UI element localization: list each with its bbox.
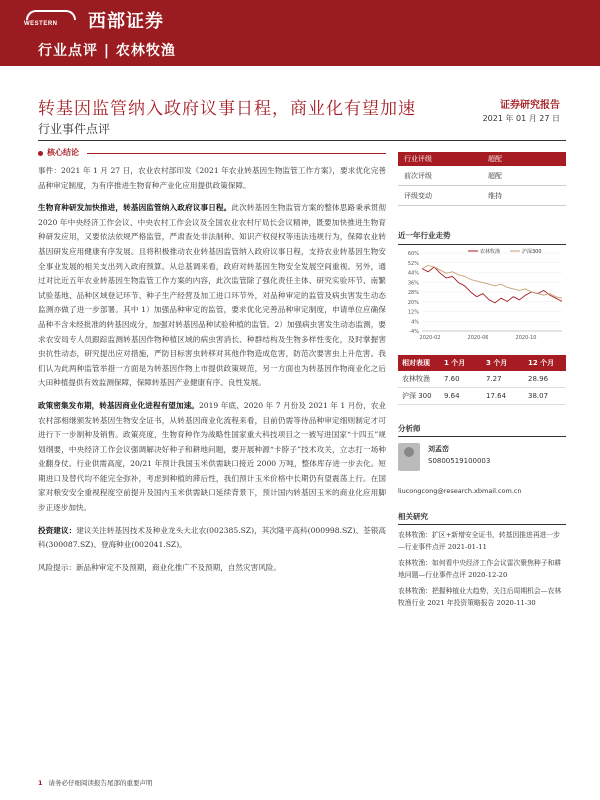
y-tick-label: 60% [407, 251, 419, 257]
analyst-email[interactable]: liucongcong@research.xbmail.com.cn [398, 487, 522, 495]
rating-header: 行业评级 超配 [398, 152, 566, 166]
chart-title: 近一年行业走势 [398, 230, 566, 245]
paragraph: 风险提示：新品种审定不及预期，商业化推广不及预期，自然灾害风险。 [38, 562, 281, 572]
footer [38, 778, 153, 787]
trend-chart [398, 245, 566, 345]
y-tick-label: 28% [407, 290, 419, 296]
title-divider [38, 140, 566, 141]
analyst-cert: S0800519100003 [428, 457, 491, 465]
analyst-section: 分析师 [398, 423, 566, 437]
y-tick-label: 52% [407, 260, 419, 267]
bullet-icon [38, 151, 43, 156]
related-link[interactable]: 农林牧渔：把握种植业大趋势，关注后周期机会—农林牧渔行业 2021 年投资策略报告 2020-11-30 [398, 587, 562, 607]
y-tick-label: 44% [407, 270, 419, 277]
logo-mark-icon: WESTERN [22, 10, 82, 30]
rating-row: 评级变动 维持 [398, 186, 566, 206]
paragraph: 生物育种研发加快推进，转基因监管纳入政府议事日程。此次转基因生物监管方案的整体思路秉承贯彻 2020 年中央经济工作会议、中央农村工作会议及全国农业农村厅局长会议精神，既要加快推进生物育种研发应用，又要依法依规严格监管，严肃查处非法制种、知识产权侵权等违法违规行为，保障农业转基因研发应用健康有序发展。且将积极推动农业转基因监管纳入政府议事日程，支持农业转基因生物安全事业发展的相关支出列入政府预算。从总基调来看，政府对转基因生物安全发展空间重视。另外，通过对比近五年农业转基因生物监管工作方案的内容，此次监管除了强化责任主体、研究实验环节、南繁试验基地、品种区域登记环节、种子生产经营及加工进口环节外，对品种审定的监管及病虫害发生动态监测亦做了进一步部署。其中 1）加强品种审定的监管，要求优化完善品种审定制度，申请单位应确保品种不含未经批准的转基因成分，加强对转基因品种试验种植的监管。2）加强病虫害发生动态监测，要求农安局专人员跟踪监测转基因作物种植区域的病虫害消长、种群结构及生物多样性变化，及时掌握害虫抗性动态，研究提出应对措施，严防目标害虫转移对其他作物造成危害，防范次要害虫上升危害。我们认为此两种监管举措一方面是为转基因作物上市提供政策规范，另一方面也为转基因作物商业化之后大田种植提供有效监测保障，保障转基因产业健康有序、良性发展。 [38, 203, 387, 388]
paragraph: 政策密集发布期，转基因商业化进程有望加速。2019 年底、2020 年 7 月份及 2021 年 1 月份，农业农村部相继颁发转基因生物安全证书，从转基因商业化流程来看，目前仍需等待品种审定细则制定才可进行下一步制种及销售。政策亮度，生物育种作为战略性国家重大科技项目之一被写进国家“十四五”规划纲要，中央经济工作会议强调解决好种子和耕地问题，要开展种源“卡脖子”技术攻关，立志打一场种业翻身仗。行业供需高度，20/21 年预计我国玉米供需缺口接近 2000 万吨，整体库存进一步去化。短期进口及替代均不能完全弥补，考虑到种植的滞后性，我们预计玉米价格中长期仍有望震荡上行。在国家对粮安安全重视程度空前提升及国内玉米供需缺口延续背景下，预计国内转基因玉米的商业化应用脚步正逐步加快。 [38, 400, 386, 513]
report-type: 证券研究报告 [500, 100, 560, 111]
main-content [38, 146, 386, 583]
y-tick-label: 20% [407, 299, 419, 306]
report-date: 2021 年 01 月 27 日 [482, 114, 560, 123]
rating-row: 前次评级 超配 [398, 166, 566, 186]
paragraph: 事件：2021 年 1 月 27 日，农业农村部印发《2021 年农业转基因生物监管工作方案》，要求优化完善品种审定制度，为有序推进生物育种产业化应用提供政策保障。 [38, 166, 386, 190]
legend-label: 农林牧渔 [480, 249, 501, 255]
series-line-csi300 [422, 266, 562, 299]
y-tick-label: 4% [411, 319, 419, 326]
analyst-name: 刘孟峦 [428, 445, 449, 453]
x-tick-label: 2020-10 [515, 335, 537, 341]
y-tick-label: -4% [409, 329, 419, 335]
y-tick-label: 36% [407, 280, 419, 287]
sidebar [398, 146, 566, 609]
analyst-card [398, 443, 566, 471]
x-tick-label: 2020-06 [467, 335, 489, 341]
performance-header: 相对表现 1 个月 3 个月 12 个月 [398, 355, 566, 371]
paragraph: 投资建议：建议关注转基因技术及种业龙头大北农(002385.SZ)，其次隆平高科(000998.SZ)、荃银高科(300087.SZ)、登海种业(002041.SZ)。 [38, 525, 387, 550]
avatar [398, 443, 420, 471]
company-logo [22, 8, 172, 32]
table-row: 沪深 300 9.64 17.64 38.07 [398, 388, 566, 405]
page-number: 1 [38, 778, 43, 787]
logo-name: 西部证券 [88, 11, 164, 32]
report-subtitle: 行业事件点评 [38, 122, 111, 136]
related-section: 相关研究 [398, 511, 566, 525]
related-link[interactable]: 农林牧渔：如何看中央经济工作会议雷次聚焦种子和耕地问题—行业事件点评 2020-12-20 [398, 559, 562, 579]
report-title: 转基因监管纳入政府议事日程，商业化有望加速 [38, 99, 416, 119]
disclaimer-note: 请务必仔细阅读报告尾部的重要声明 [48, 779, 153, 787]
table-row: 农林牧渔 7.60 7.27 28.96 [398, 371, 566, 388]
report-category: 行业点评 | 农林牧渔 [38, 43, 176, 59]
header-banner [0, 0, 600, 66]
related-link[interactable]: 农林牧渔：扩区+新增安全证书，转基因推进再进一步—行业事件点评 2021-01-11 [398, 531, 561, 551]
section-header: 核心结论 [38, 146, 386, 160]
x-tick-label: 2020-02 [419, 335, 441, 341]
legend-label: 沪深300 [522, 249, 542, 255]
y-tick-label: 12% [407, 309, 419, 316]
